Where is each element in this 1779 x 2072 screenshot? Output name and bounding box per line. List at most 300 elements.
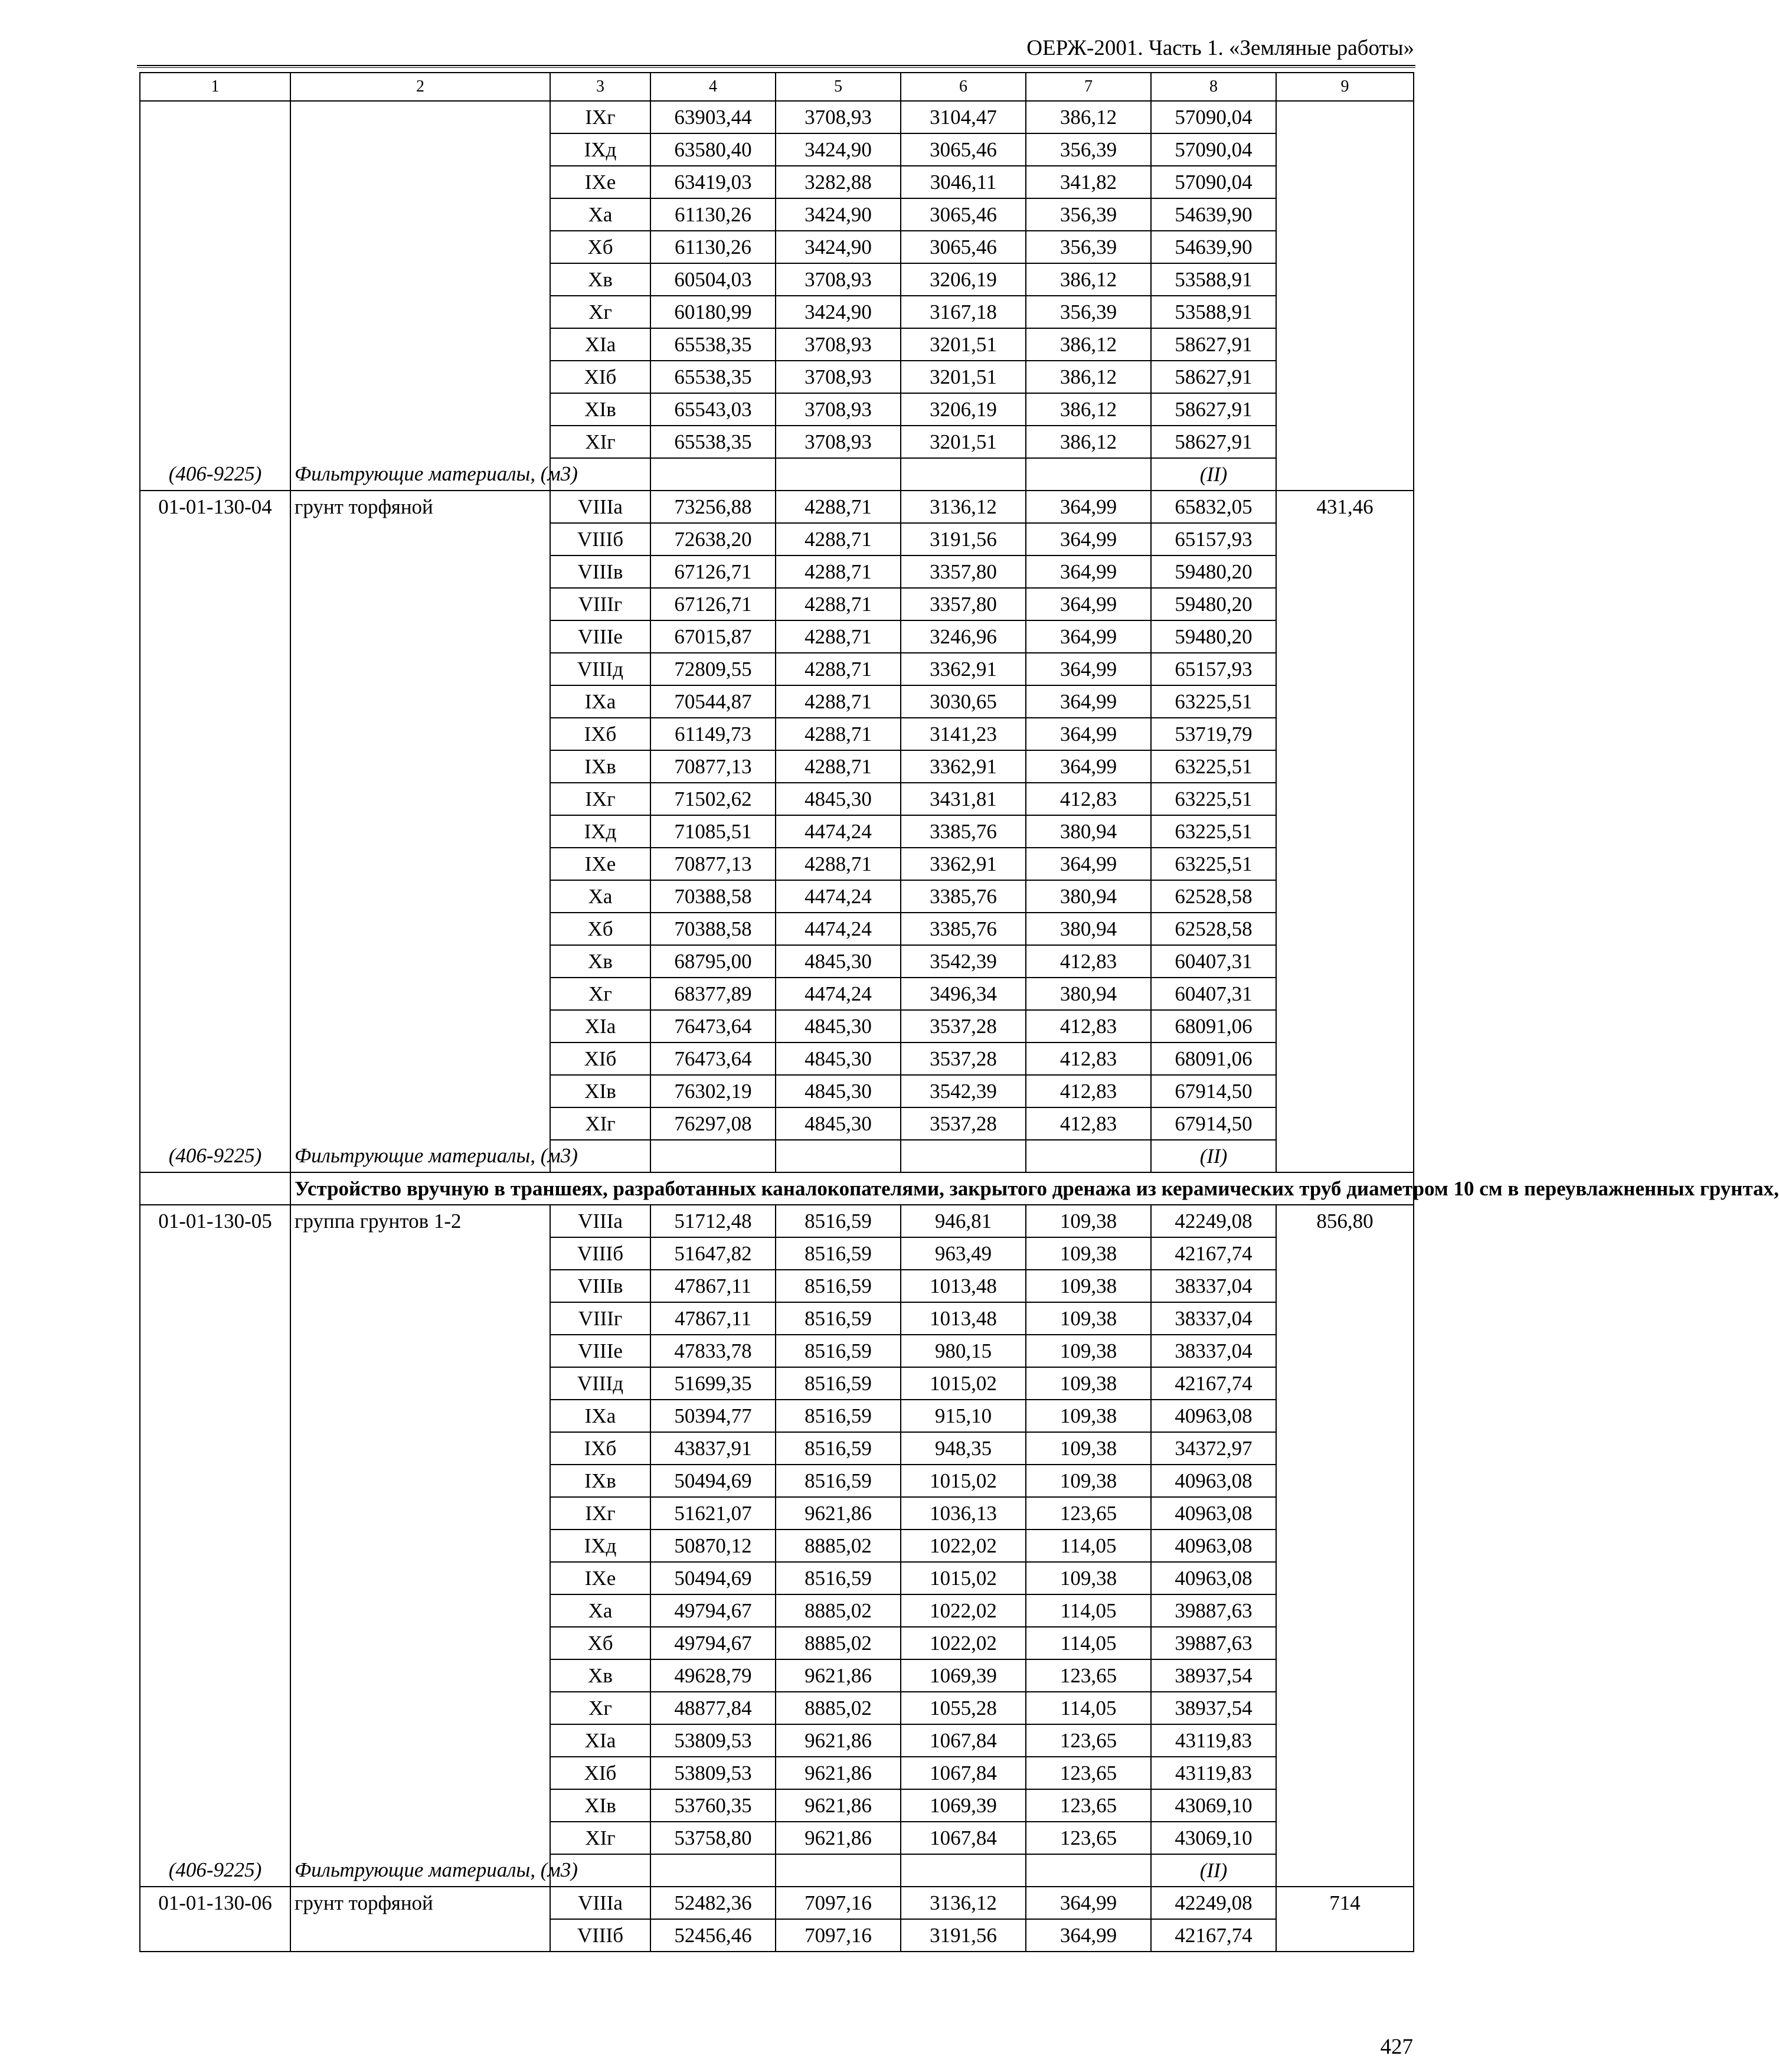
table-row — [140, 588, 1414, 620]
empty-cell — [1276, 1757, 1414, 1789]
machine-cell: 3065,46 — [901, 198, 1026, 231]
table-row — [140, 1367, 1414, 1400]
empty-cell — [140, 1822, 290, 1854]
machine-cell: 1022,02 — [901, 1627, 1026, 1659]
cost-cell: 49628,79 — [650, 1659, 776, 1692]
material-cell: 60407,31 — [1151, 945, 1276, 978]
driver-wage-cell: 109,38 — [1026, 1465, 1151, 1497]
cost-cell: 76297,08 — [650, 1107, 776, 1140]
material-row — [140, 458, 1414, 491]
table-row — [140, 1432, 1414, 1465]
wage-cell: 9621,86 — [776, 1659, 901, 1692]
empty-cell — [140, 750, 290, 783]
material-cell: 59480,20 — [1151, 620, 1276, 653]
material-cell: 63225,51 — [1151, 750, 1276, 783]
empty-cell — [290, 1270, 550, 1302]
table-row — [140, 653, 1414, 685]
empty-cell — [140, 1432, 290, 1465]
material-cell: 59480,20 — [1151, 588, 1276, 620]
empty-cell — [290, 361, 550, 393]
table-row — [140, 426, 1414, 458]
table-row — [140, 101, 1414, 133]
zone-cell: VIIIа — [550, 1887, 650, 1919]
wage-cell: 7097,16 — [776, 1887, 901, 1919]
machine-cell: 948,35 — [901, 1432, 1026, 1465]
machine-cell: 1022,02 — [901, 1594, 1026, 1627]
material-cell: 40963,08 — [1151, 1465, 1276, 1497]
driver-wage-cell: 364,99 — [1026, 718, 1151, 750]
table-row — [140, 1465, 1414, 1497]
machine-cell: 3136,12 — [901, 1887, 1026, 1919]
machine-cell: 3136,12 — [901, 491, 1026, 523]
zone-cell: XIб — [550, 1042, 650, 1075]
zone-cell: XIб — [550, 1757, 650, 1789]
material-class: (II) — [1151, 458, 1276, 491]
cost-cell: 51647,82 — [650, 1237, 776, 1270]
cost-cell: 53809,53 — [650, 1724, 776, 1757]
cost-cell: 60504,03 — [650, 263, 776, 296]
driver-wage-cell: 386,12 — [1026, 361, 1151, 393]
empty-cell — [290, 1107, 550, 1140]
table-row — [140, 555, 1414, 588]
wage-cell: 4845,30 — [776, 1107, 901, 1140]
driver-wage-cell: 364,99 — [1026, 1887, 1151, 1919]
material-cell: 62528,58 — [1151, 913, 1276, 945]
empty-cell — [290, 750, 550, 783]
table-row — [140, 1302, 1414, 1335]
empty-cell — [1276, 198, 1414, 231]
table-row — [140, 1789, 1414, 1822]
empty-cell — [140, 685, 290, 718]
empty-cell — [1276, 1042, 1414, 1075]
driver-wage-cell: 412,83 — [1026, 1107, 1151, 1140]
empty-cell — [1276, 1919, 1414, 1952]
zone-cell: IXд — [550, 1530, 650, 1562]
cost-cell: 49794,67 — [650, 1594, 776, 1627]
empty-cell — [140, 361, 290, 393]
wage-cell: 8516,59 — [776, 1465, 901, 1497]
empty-cell — [901, 458, 1026, 491]
empty-cell — [901, 1140, 1026, 1172]
page-header: ОЕРЖ-2001. Часть 1. «Земляные работы» — [1026, 36, 1414, 60]
empty-cell — [140, 653, 290, 685]
work-name: группа грунтов 1-2 — [290, 1205, 550, 1237]
machine-cell: 3542,39 — [901, 1075, 1026, 1107]
zone-cell: IXе — [550, 166, 650, 198]
wage-cell: 3282,88 — [776, 166, 901, 198]
driver-wage-cell: 412,83 — [1026, 1010, 1151, 1042]
material-cell: 43119,83 — [1151, 1724, 1276, 1757]
machine-cell: 1055,28 — [901, 1692, 1026, 1724]
zone-cell: XIв — [550, 1789, 650, 1822]
material-cell: 42167,74 — [1151, 1919, 1276, 1952]
machine-cell: 3206,19 — [901, 263, 1026, 296]
empty-cell — [1276, 1724, 1414, 1757]
zone-cell: Xб — [550, 1627, 650, 1659]
machine-cell: 1067,84 — [901, 1724, 1026, 1757]
driver-wage-cell: 364,99 — [1026, 685, 1151, 718]
wage-cell: 8516,59 — [776, 1205, 901, 1237]
empty-cell — [1276, 620, 1414, 653]
wage-cell: 3424,90 — [776, 133, 901, 166]
material-cell: 40963,08 — [1151, 1497, 1276, 1530]
table-row — [140, 848, 1414, 880]
empty-cell — [1276, 848, 1414, 880]
empty-cell — [1276, 166, 1414, 198]
column-number: 1 — [140, 73, 290, 101]
zone-cell: XIг — [550, 1107, 650, 1140]
empty-cell — [140, 1107, 290, 1140]
machine-cell: 3357,80 — [901, 555, 1026, 588]
driver-wage-cell: 364,99 — [1026, 588, 1151, 620]
driver-wage-cell: 386,12 — [1026, 101, 1151, 133]
empty-cell — [290, 1010, 550, 1042]
cost-cell: 71502,62 — [650, 783, 776, 815]
driver-wage-cell: 356,39 — [1026, 231, 1151, 263]
driver-wage-cell: 341,82 — [1026, 166, 1151, 198]
empty-cell — [290, 1497, 550, 1530]
empty-cell — [140, 1010, 290, 1042]
cost-cell: 50870,12 — [650, 1530, 776, 1562]
machine-cell: 3201,51 — [901, 361, 1026, 393]
cost-cell: 70877,13 — [650, 750, 776, 783]
material-cell: 58627,91 — [1151, 328, 1276, 361]
machine-cell: 3246,96 — [901, 620, 1026, 653]
machine-cell: 1015,02 — [901, 1465, 1026, 1497]
wage-cell: 9621,86 — [776, 1497, 901, 1530]
table-row — [140, 198, 1414, 231]
material-row — [140, 1140, 1414, 1172]
empty-cell — [1276, 263, 1414, 296]
empty-cell — [140, 620, 290, 653]
empty-cell — [1026, 1854, 1151, 1887]
material-name: Фильтрующие материалы, (м3) — [290, 1140, 550, 1172]
empty-cell — [1276, 1789, 1414, 1822]
empty-cell — [290, 523, 550, 555]
driver-wage-cell: 386,12 — [1026, 263, 1151, 296]
machine-cell: 3431,81 — [901, 783, 1026, 815]
wage-cell: 4288,71 — [776, 685, 901, 718]
material-cell: 43119,83 — [1151, 1757, 1276, 1789]
empty-cell — [290, 1042, 550, 1075]
empty-cell — [1276, 1692, 1414, 1724]
driver-wage-cell: 123,65 — [1026, 1789, 1151, 1822]
driver-wage-cell: 380,94 — [1026, 978, 1151, 1010]
zone-cell: Xа — [550, 198, 650, 231]
material-cell: 65832,05 — [1151, 491, 1276, 523]
driver-wage-cell: 364,99 — [1026, 1919, 1151, 1952]
cost-cell: 70544,87 — [650, 685, 776, 718]
machine-cell: 3362,91 — [901, 750, 1026, 783]
column-number: 9 — [1276, 73, 1414, 101]
empty-cell — [290, 1530, 550, 1562]
machine-cell: 1013,48 — [901, 1270, 1026, 1302]
material-cell: 38337,04 — [1151, 1335, 1276, 1367]
cost-cell: 51699,35 — [650, 1367, 776, 1400]
driver-wage-cell: 114,05 — [1026, 1692, 1151, 1724]
cost-cell: 50494,69 — [650, 1562, 776, 1594]
wage-cell: 4288,71 — [776, 653, 901, 685]
machine-cell: 3537,28 — [901, 1042, 1026, 1075]
table-row — [140, 1042, 1414, 1075]
wage-cell: 4288,71 — [776, 491, 901, 523]
material-cell: 65157,93 — [1151, 523, 1276, 555]
material-cell: 42249,08 — [1151, 1887, 1276, 1919]
empty-cell — [140, 1757, 290, 1789]
machine-cell: 3385,76 — [901, 913, 1026, 945]
page-number: 427 — [1380, 2035, 1413, 2059]
cost-cell: 47867,11 — [650, 1270, 776, 1302]
zone-cell: VIIIа — [550, 1205, 650, 1237]
table-row — [140, 978, 1414, 1010]
zone-cell: XIа — [550, 328, 650, 361]
machine-cell: 3206,19 — [901, 393, 1026, 426]
zone-cell: Xв — [550, 263, 650, 296]
machine-cell: 3385,76 — [901, 880, 1026, 913]
section-title: Устройство вручную в траншеях, разработанных каналокопателями, закрытого дренажа из керамических труб диаметром 10 см в переувлажненных грунтах, — [290, 1172, 1414, 1205]
empty-cell — [290, 426, 550, 458]
empty-cell — [1276, 555, 1414, 588]
empty-cell — [140, 880, 290, 913]
driver-wage-cell: 412,83 — [1026, 1075, 1151, 1107]
cost-cell: 61130,26 — [650, 231, 776, 263]
zone-cell: VIIIд — [550, 653, 650, 685]
driver-wage-cell: 412,83 — [1026, 945, 1151, 978]
material-code: (406-9225) — [140, 1854, 290, 1887]
machine-cell: 3496,34 — [901, 978, 1026, 1010]
zone-cell: VIIIа — [550, 491, 650, 523]
material-cell: 65157,93 — [1151, 653, 1276, 685]
table-row — [140, 1270, 1414, 1302]
machine-cell: 3201,51 — [901, 328, 1026, 361]
material-cell: 68091,06 — [1151, 1042, 1276, 1075]
rate-code: 01-01-130-06 — [140, 1887, 290, 1919]
empty-cell — [140, 718, 290, 750]
empty-cell — [140, 1172, 290, 1205]
empty-cell — [1276, 750, 1414, 783]
zone-cell: Xв — [550, 945, 650, 978]
driver-wage-cell: 364,99 — [1026, 523, 1151, 555]
material-row — [140, 1854, 1414, 1887]
cost-cell: 50394,77 — [650, 1400, 776, 1432]
material-cell: 62528,58 — [1151, 880, 1276, 913]
empty-cell — [290, 133, 550, 166]
driver-wage-cell: 386,12 — [1026, 393, 1151, 426]
empty-cell — [290, 815, 550, 848]
zone-cell: Xб — [550, 913, 650, 945]
empty-cell — [1276, 913, 1414, 945]
table-row — [140, 1822, 1414, 1854]
material-cell: 34372,97 — [1151, 1432, 1276, 1465]
table-row — [140, 133, 1414, 166]
empty-cell — [140, 1075, 290, 1107]
driver-wage-cell: 109,38 — [1026, 1335, 1151, 1367]
zone-cell: IXб — [550, 1432, 650, 1465]
price-table — [139, 72, 1779, 1952]
machine-cell: 3191,56 — [901, 1919, 1026, 1952]
machine-cell: 3537,28 — [901, 1010, 1026, 1042]
cost-cell: 65538,35 — [650, 426, 776, 458]
empty-cell — [140, 1919, 290, 1952]
empty-cell — [1026, 1140, 1151, 1172]
cost-cell: 70388,58 — [650, 913, 776, 945]
driver-wage-cell: 123,65 — [1026, 1757, 1151, 1789]
column-number: 8 — [1151, 73, 1276, 101]
table-row — [140, 1010, 1414, 1042]
cost-cell: 53758,80 — [650, 1822, 776, 1854]
zone-cell: Xа — [550, 1594, 650, 1627]
material-cell: 40963,08 — [1151, 1562, 1276, 1594]
driver-wage-cell: 364,99 — [1026, 750, 1151, 783]
material-cell: 40963,08 — [1151, 1400, 1276, 1432]
material-code: (406-9225) — [140, 1140, 290, 1172]
table-row — [140, 328, 1414, 361]
cost-cell: 63580,40 — [650, 133, 776, 166]
empty-cell — [1276, 685, 1414, 718]
cost-cell: 61149,73 — [650, 718, 776, 750]
empty-cell — [140, 1627, 290, 1659]
header-rule — [137, 65, 1415, 68]
empty-cell — [1026, 458, 1151, 491]
column-number: 7 — [1026, 73, 1151, 101]
material-cell: 38937,54 — [1151, 1692, 1276, 1724]
empty-cell — [290, 166, 550, 198]
empty-cell — [290, 393, 550, 426]
empty-cell — [1276, 1237, 1414, 1270]
driver-wage-cell: 123,65 — [1026, 1659, 1151, 1692]
driver-wage-cell: 364,99 — [1026, 491, 1151, 523]
machine-cell: 980,15 — [901, 1335, 1026, 1367]
table-row — [140, 1205, 1414, 1237]
zone-cell: IXе — [550, 848, 650, 880]
empty-cell — [1276, 458, 1414, 491]
material-cell: 39887,63 — [1151, 1627, 1276, 1659]
empty-cell — [140, 296, 290, 328]
wage-cell: 8516,59 — [776, 1270, 901, 1302]
empty-cell — [140, 1692, 290, 1724]
cost-cell: 61130,26 — [650, 198, 776, 231]
wage-cell: 3424,90 — [776, 231, 901, 263]
empty-cell — [140, 1594, 290, 1627]
driver-wage-cell: 109,38 — [1026, 1400, 1151, 1432]
wage-cell: 4845,30 — [776, 1010, 901, 1042]
empty-cell — [140, 945, 290, 978]
cost-cell: 72638,20 — [650, 523, 776, 555]
driver-wage-cell: 109,38 — [1026, 1237, 1151, 1270]
material-cell: 59480,20 — [1151, 555, 1276, 588]
empty-cell — [140, 848, 290, 880]
table-row — [140, 913, 1414, 945]
wage-cell: 3708,93 — [776, 101, 901, 133]
driver-wage-cell: 109,38 — [1026, 1205, 1151, 1237]
zone-cell: XIв — [550, 1075, 650, 1107]
empty-cell — [1276, 978, 1414, 1010]
machine-cell: 3065,46 — [901, 231, 1026, 263]
table-row — [140, 1400, 1414, 1432]
driver-wage-cell: 364,99 — [1026, 653, 1151, 685]
machine-cell: 3167,18 — [901, 296, 1026, 328]
empty-cell — [776, 1140, 901, 1172]
labor-cell — [1276, 101, 1414, 133]
wage-cell: 8516,59 — [776, 1400, 901, 1432]
cost-cell: 76473,64 — [650, 1010, 776, 1042]
material-name: Фильтрующие материалы, (м3) — [290, 1854, 550, 1887]
rate-code: 01-01-130-04 — [140, 491, 290, 523]
empty-cell — [290, 1432, 550, 1465]
table-row — [140, 296, 1414, 328]
driver-wage-cell: 109,38 — [1026, 1432, 1151, 1465]
empty-cell — [1276, 718, 1414, 750]
zone-cell: VIIIг — [550, 588, 650, 620]
empty-cell — [140, 783, 290, 815]
machine-cell: 1067,84 — [901, 1822, 1026, 1854]
machine-cell: 1069,39 — [901, 1659, 1026, 1692]
zone-cell: VIIIб — [550, 1237, 650, 1270]
zone-cell: Xг — [550, 296, 650, 328]
machine-cell: 1069,39 — [901, 1789, 1026, 1822]
material-cell: 68091,06 — [1151, 1010, 1276, 1042]
zone-cell: VIIIв — [550, 555, 650, 588]
cost-cell: 47833,78 — [650, 1335, 776, 1367]
wage-cell: 3424,90 — [776, 296, 901, 328]
empty-cell — [1276, 1822, 1414, 1854]
wage-cell: 8516,59 — [776, 1562, 901, 1594]
zone-cell: VIIIб — [550, 523, 650, 555]
empty-cell — [140, 263, 290, 296]
empty-cell — [290, 913, 550, 945]
driver-wage-cell: 412,83 — [1026, 783, 1151, 815]
column-number: 5 — [776, 73, 901, 101]
empty-cell — [1276, 296, 1414, 328]
table-row — [140, 1757, 1414, 1789]
empty-cell — [290, 718, 550, 750]
empty-cell — [290, 945, 550, 978]
empty-cell — [776, 1854, 901, 1887]
table-row — [140, 1724, 1414, 1757]
empty-cell — [901, 1854, 1026, 1887]
cost-cell: 65538,35 — [650, 361, 776, 393]
empty-cell — [1276, 426, 1414, 458]
driver-wage-cell: 364,99 — [1026, 555, 1151, 588]
empty-cell — [140, 978, 290, 1010]
empty-cell — [1276, 1659, 1414, 1692]
material-cell: 38337,04 — [1151, 1270, 1276, 1302]
material-cell: 53719,79 — [1151, 718, 1276, 750]
empty-cell — [140, 1789, 290, 1822]
driver-wage-cell: 380,94 — [1026, 815, 1151, 848]
empty-cell — [1276, 1367, 1414, 1400]
wage-cell: 4474,24 — [776, 913, 901, 945]
table-row — [140, 491, 1414, 523]
table-row — [140, 880, 1414, 913]
empty-cell — [1276, 1562, 1414, 1594]
empty-cell — [290, 1594, 550, 1627]
wage-cell: 9621,86 — [776, 1724, 901, 1757]
wage-cell: 4474,24 — [776, 880, 901, 913]
table-row — [140, 1919, 1414, 1952]
empty-cell — [290, 555, 550, 588]
table-row — [140, 1887, 1414, 1919]
empty-cell — [650, 1140, 776, 1172]
table-row — [140, 1530, 1414, 1562]
driver-wage-cell: 412,83 — [1026, 1042, 1151, 1075]
material-cell: 60407,31 — [1151, 978, 1276, 1010]
cost-cell: 72809,55 — [650, 653, 776, 685]
wage-cell: 4288,71 — [776, 750, 901, 783]
wage-cell: 4288,71 — [776, 718, 901, 750]
zone-cell: XIг — [550, 1822, 650, 1854]
empty-cell — [290, 1919, 550, 1952]
